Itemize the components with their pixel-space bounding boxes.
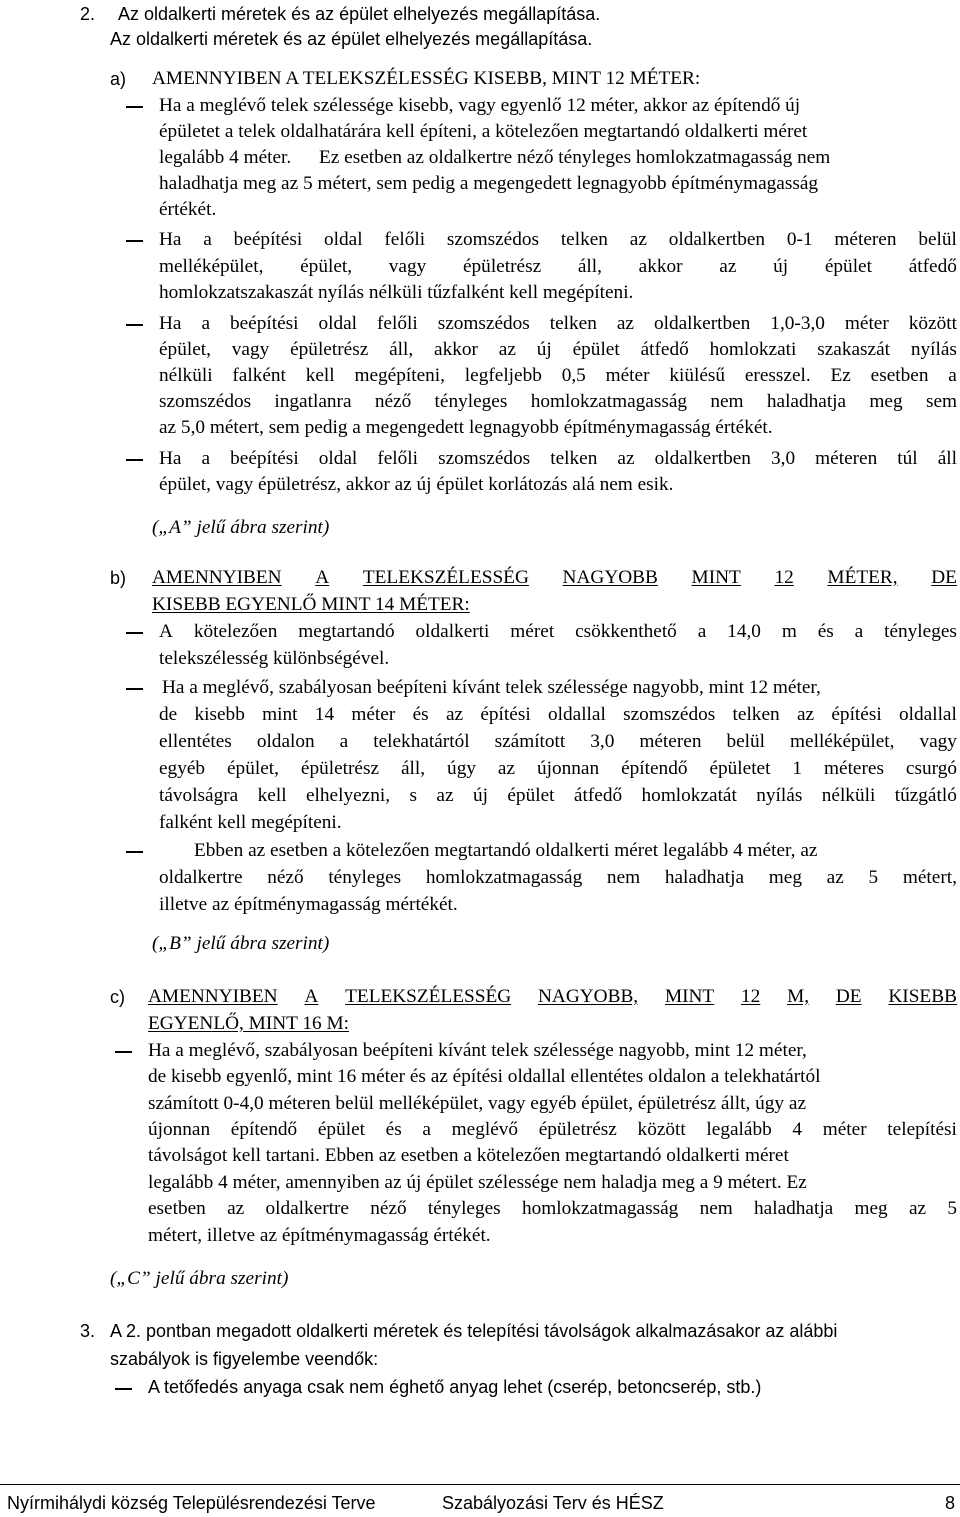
text-line: métert, illetve az építménymagasság értékét. <box>148 1225 491 1246</box>
footer-document-title: Nyírmihálydi község Településrendezési Terve <box>7 1493 376 1513</box>
figure-reference-c: („C” jelű ábra szerint) <box>110 1268 289 1289</box>
section-2-title-repeat: Az oldalkerti méretek és az épület elhelyezés megállapítása. <box>110 29 593 49</box>
text-line: legalább 4 méter, amennyiben az új épület szélessége nem haladja meg a 9 métert. Ez <box>148 1172 807 1193</box>
text-line: haladhatja meg az 5 métert, sem pedig a megengedett legnagyobb építménymagasság <box>159 173 819 194</box>
footer-section-title: Szabályozási Terv és HÉSZ <box>442 1493 664 1513</box>
a-heading: AMENNYIBEN A TELEKSZÉLESSÉG KISEBB, MINT 12 MÉTER: <box>152 68 701 89</box>
text-line: Ha a meglévő telek szélessége kisebb, vagy egyenlő 12 méter, akkor az építendő új <box>159 95 801 116</box>
text-line: esetben az oldalkertre néző tényleges homlokzatmagasság nem haladhatja meg az 5 <box>148 1198 957 1219</box>
section-3-line-1: A 2. pontban megadott oldalkerti méretek és telepítési távolságok alkalmazásakor az alábbi <box>110 1321 838 1341</box>
text-line: épületet a telek oldalhatárára kell építeni, a kötelezően megtartandó oldalkerti méret <box>159 121 808 142</box>
text-line: de kisebb mint 14 méter és az építési oldallal szomszédos telken az építési oldallal <box>159 704 957 725</box>
c-marker: c) <box>110 987 125 1007</box>
dash-bullet <box>115 1388 132 1390</box>
text-line: épület, vagy épületrész áll, akkor az új épület átfedő homlokzati szakaszát nyílás <box>159 339 957 360</box>
text-line: A kötelezően megtartandó oldalkerti méret csökkenthető a 14,0 m és a tényleges <box>159 621 957 642</box>
text-line: távolságra kell elhelyezni, s az új épület átfedő homlokzatát nyílás nélküli tűzgátló <box>159 785 957 806</box>
text-line: Ha a meglévő, szabályosan beépíteni kívánt telek szélessége nagyobb, mint 12 méter, <box>148 1040 807 1061</box>
text-line: melléképület, épület, vagy épületrész áll, akkor az új épület átfedő <box>159 256 957 277</box>
c-heading-line-1: AMENNYIBEN A TELEKSZÉLESSÉG NAGYOBB, MINT 12 M, DE KISEBB <box>148 986 957 1007</box>
text-line: nélküli falként kell megépíteni, legfeljebb 0,5 méter kiülésű eresszel. Ez esetben a <box>159 365 957 386</box>
b-heading-line-1: AMENNYIBEN A TELEKSZÉLESSÉG NAGYOBB MINT 12 MÉTER, DE <box>152 567 957 588</box>
text-line: Ha a beépítési oldal felőli szomszédos telken az oldalkertben 3,0 méteren túl áll <box>159 448 957 469</box>
dash-bullet <box>126 851 143 853</box>
text-line: Ebben az esetben a kötelezően megtartandó oldalkerti méret legalább 4 méter, az <box>194 840 818 861</box>
dash-bullet <box>126 324 143 326</box>
dash-bullet <box>126 240 143 242</box>
text-line: Ha a beépítési oldal felőli szomszédos telken az oldalkertben 1,0-3,0 méter között <box>159 313 957 334</box>
a-marker: a) <box>110 69 127 89</box>
text-line: homlokzatszakaszát nyílás nélküli tűzfalként kell megépíteni. <box>159 282 634 303</box>
figure-reference-b: („B” jelű ábra szerint) <box>152 933 330 954</box>
text-line: ellentétes oldalon a telekhatártól számított 3,0 méteren belül melléképület, vagy <box>159 731 957 752</box>
text-line: szomszédos ingatlanra néző tényleges homlokzatmagasság nem haladhatja meg sem <box>159 391 957 412</box>
text-line: az 5,0 métert, sem pedig a megengedett legnagyobb építménymagasság értékét. <box>159 417 773 438</box>
section-3-item: A tetőfedés anyaga csak nem éghető anyag lehet (cserép, betoncserép, stb.) <box>148 1377 762 1397</box>
section-3-line-2: szabályok is figyelembe veendők: <box>110 1349 379 1369</box>
text-line: legalább 4 méter. <box>159 147 292 168</box>
dash-bullet <box>126 632 143 634</box>
footer-page-number: 8 <box>944 1493 955 1513</box>
text-line: illetve az építménymagasság mértékét. <box>159 894 458 915</box>
section-3-number: 3. <box>80 1321 96 1341</box>
text-line: távolságot kell tartani. Ebben az esetben a kötelezően megtartandó oldalkerti méret <box>148 1145 789 1166</box>
c-heading-line-2: EGYENLŐ, MINT 16 M: <box>148 1013 350 1034</box>
section-2-title: Az oldalkerti méretek és az épület elhelyezés megállapítása. <box>118 4 601 24</box>
text-line: oldalkertre néző tényleges homlokzatmagasság nem haladhatja meg az 5 métert, <box>159 867 957 888</box>
footer-rule <box>0 1484 960 1485</box>
text-line: Ez esetben az oldalkertre néző tényleges homlokzatmagasság nem <box>319 147 831 168</box>
text-line: de kisebb egyenlő, mint 16 méter és az építési oldallal ellentétes oldalon a telekhatártól <box>148 1066 821 1087</box>
text-line: falként kell megépíteni. <box>159 812 342 833</box>
dash-bullet <box>126 688 143 690</box>
dash-bullet <box>126 106 143 108</box>
text-line: telekszélesség különbségével. <box>159 648 390 669</box>
figure-reference-a: („A” jelű ábra szerint) <box>152 517 330 538</box>
dash-bullet <box>115 1051 132 1053</box>
dash-bullet <box>126 459 143 461</box>
text-line: épület, vagy épületrész, akkor az új épület korlátozás alá nem esik. <box>159 474 674 495</box>
text-line: Ha a beépítési oldal felőli szomszédos telken az oldalkertben 0-1 méteren belül <box>159 229 957 250</box>
text-line: újonnan építendő épület és a meglévő épületrész között legalább 4 méter telepítési <box>148 1119 957 1140</box>
section-2-number: 2. <box>80 4 96 24</box>
text-line: Ha a meglévő, szabályosan beépíteni kívánt telek szélessége nagyobb, mint 12 méter, <box>162 677 821 698</box>
text-line: számított 0-4,0 méteren belül melléképület, vagy egyéb épület, épületrész állt, úgy az <box>148 1093 807 1114</box>
b-marker: b) <box>110 568 127 588</box>
text-line: egyéb épület, épületrész áll, úgy az újonnan építendő épületet 1 méteres csurgó <box>159 758 957 779</box>
text-line: értékét. <box>159 199 217 220</box>
b-heading-line-2: KISEBB EGYENLŐ MINT 14 MÉTER: <box>152 594 470 615</box>
